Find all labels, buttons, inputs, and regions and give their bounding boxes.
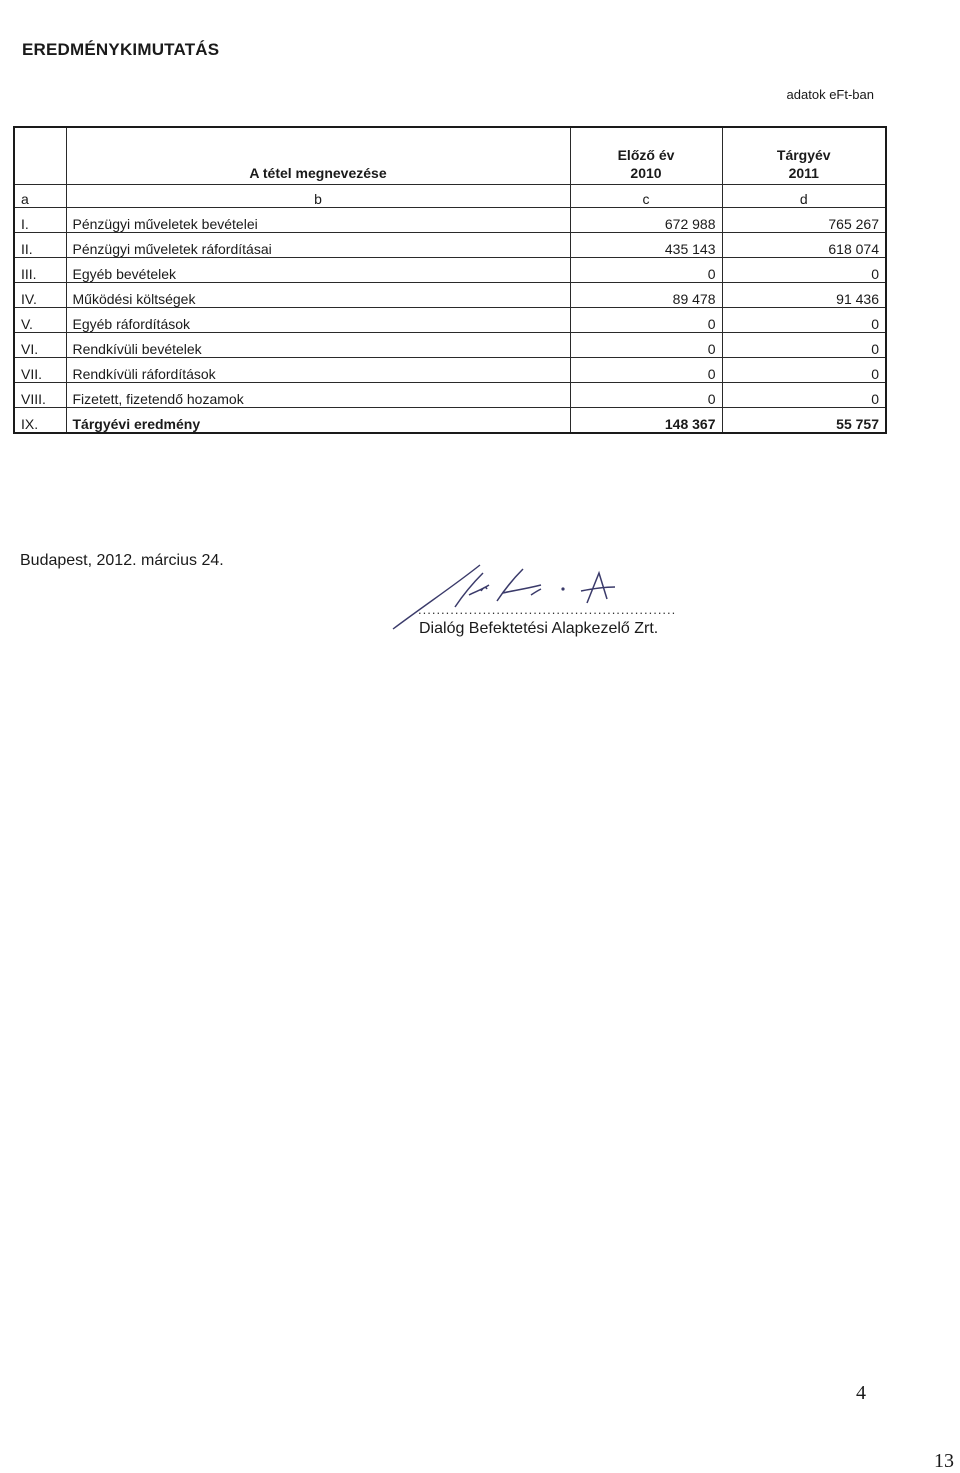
row-code: IV. xyxy=(14,283,66,308)
row-name: Fizetett, fizetendő hozamok xyxy=(66,383,570,408)
row-curr-value: 0 xyxy=(722,358,886,383)
row-name: Rendkívüli bevételek xyxy=(66,333,570,358)
units-note: adatok eFt-ban xyxy=(786,87,874,102)
place-date: Budapest, 2012. március 24. xyxy=(20,552,224,569)
row-name: Tárgyévi eredmény xyxy=(66,408,570,434)
row-curr-value: 765 267 xyxy=(722,208,886,233)
row-prev-value: 0 xyxy=(570,358,722,383)
header-item-label: A tétel megnevezése xyxy=(66,127,570,185)
row-prev-value: 672 988 xyxy=(570,208,722,233)
row-code: III. xyxy=(14,258,66,283)
letter-a: a xyxy=(14,185,66,208)
row-prev-value: 0 xyxy=(570,383,722,408)
row-name: Rendkívüli ráfordítások xyxy=(66,358,570,383)
income-statement-table xyxy=(13,126,887,434)
header-code-cell xyxy=(14,127,66,185)
row-prev-value: 435 143 xyxy=(570,233,722,258)
table-row xyxy=(14,383,886,408)
row-code: V. xyxy=(14,308,66,333)
row-prev-value: 0 xyxy=(570,308,722,333)
table-header-row xyxy=(14,127,886,185)
row-prev-value: 89 478 xyxy=(570,283,722,308)
header-curr-label: Tárgyév xyxy=(776,147,831,163)
row-code: VII. xyxy=(14,358,66,383)
header-curr-year-value: 2011 xyxy=(788,165,819,181)
row-name: Működési költségek xyxy=(66,283,570,308)
header-curr-year xyxy=(722,127,886,185)
table-row xyxy=(14,308,886,333)
row-prev-value: 148 367 xyxy=(570,408,722,434)
company-name: Dialóg Befektetési Alapkezelő Zrt. xyxy=(419,620,659,637)
row-curr-value: 55 757 xyxy=(722,408,886,434)
document-page-number: 13 xyxy=(934,1450,954,1472)
table-row xyxy=(14,358,886,383)
row-curr-value: 618 074 xyxy=(722,233,886,258)
table-row xyxy=(14,283,886,308)
column-letter-row xyxy=(14,185,886,208)
row-code: IX. xyxy=(14,408,66,434)
header-prev-label: Előző év xyxy=(617,147,675,163)
document-title: EREDMÉNYKIMUTATÁS xyxy=(22,40,220,59)
row-curr-value: 91 436 xyxy=(722,283,886,308)
table-row xyxy=(14,233,886,258)
table-row xyxy=(14,258,886,283)
signature-dotted-line xyxy=(418,602,676,617)
row-curr-value: 0 xyxy=(722,383,886,408)
header-prev-year-value: 2010 xyxy=(630,165,662,181)
table-row xyxy=(14,208,886,233)
row-curr-value: 0 xyxy=(722,308,886,333)
row-name: Egyéb bevételek xyxy=(66,258,570,283)
table-row xyxy=(14,333,886,358)
letter-c: c xyxy=(570,185,722,208)
letter-b: b xyxy=(66,185,570,208)
header-prev-year xyxy=(570,127,722,185)
row-code: VIII. xyxy=(14,383,66,408)
row-prev-value: 0 xyxy=(570,258,722,283)
row-curr-value: 0 xyxy=(722,258,886,283)
total-row xyxy=(14,408,886,434)
letter-d: d xyxy=(722,185,886,208)
row-code: I. xyxy=(14,208,66,233)
row-prev-value: 0 xyxy=(570,333,722,358)
row-code: VI. xyxy=(14,333,66,358)
row-name: Egyéb ráfordítások xyxy=(66,308,570,333)
row-curr-value: 0 xyxy=(722,333,886,358)
row-name: Pénzügyi műveletek ráfordításai xyxy=(66,233,570,258)
row-code: II. xyxy=(14,233,66,258)
row-name: Pénzügyi műveletek bevételei xyxy=(66,208,570,233)
page-number: 4 xyxy=(856,1382,866,1404)
